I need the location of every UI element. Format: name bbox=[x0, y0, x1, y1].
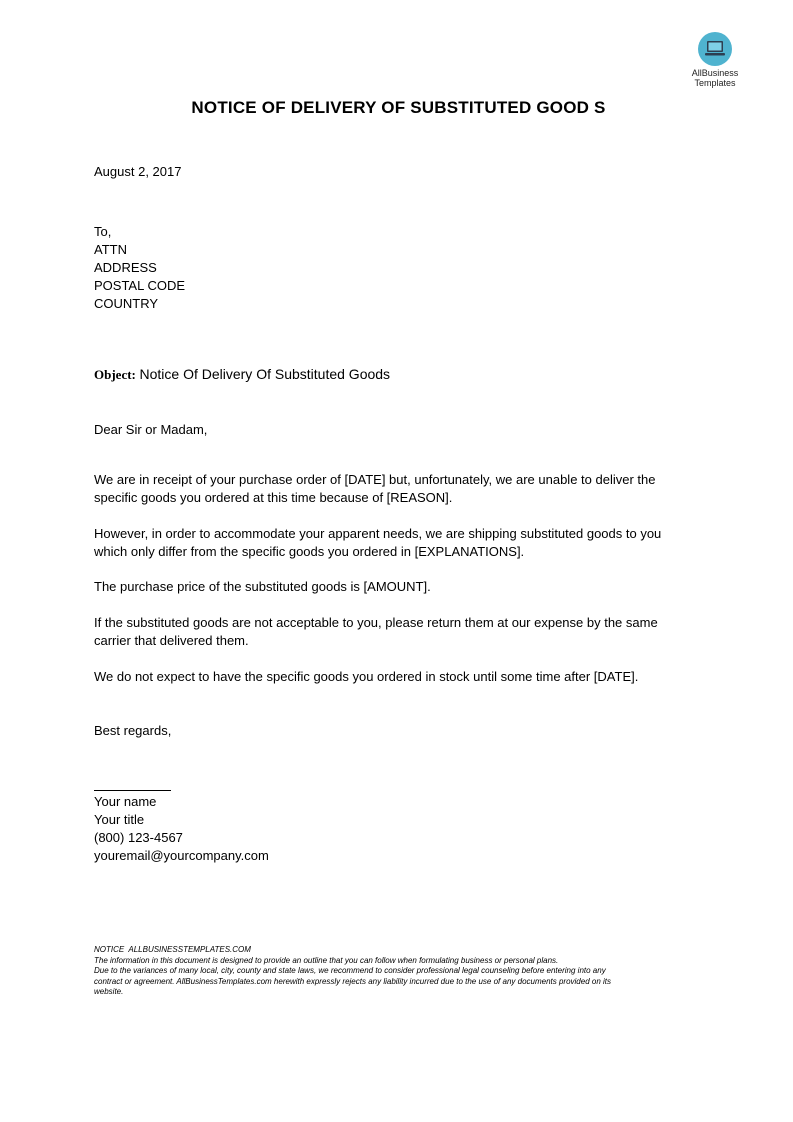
paragraph-3 bbox=[94, 578, 694, 596]
signature-line bbox=[94, 790, 171, 791]
signature-name: Your name bbox=[94, 794, 157, 809]
footer-line: NOTICE ALLBUSINESSTEMPLATES.COM bbox=[94, 945, 251, 954]
paragraph-line: carrier that delivered them. bbox=[94, 633, 249, 648]
address-line: POSTAL CODE bbox=[94, 278, 186, 293]
address-line: COUNTRY bbox=[94, 296, 159, 311]
logo-text bbox=[686, 68, 744, 88]
object-text: Notice Of Delivery Of Substituted Goods bbox=[139, 366, 391, 382]
paragraph-line: However, in order to accommodate your apparent needs, we are shipping substituted goods to you bbox=[94, 526, 662, 541]
logo-line-1: AllBusiness bbox=[691, 68, 739, 78]
disclaimer-footer bbox=[94, 945, 704, 998]
paragraph-2 bbox=[94, 525, 694, 561]
address-line: ADDRESS bbox=[94, 260, 157, 275]
address-line: ATTN bbox=[94, 242, 127, 257]
paragraph-5 bbox=[94, 668, 694, 686]
paragraph-line: We do not expect to have the specific goods you ordered in stock until some time after [DATE]. bbox=[94, 669, 639, 684]
signature-phone: (800) 123-4567 bbox=[94, 830, 183, 845]
footer-line: contract or agreement. AllBusinessTemplates.com herewith expressly rejects any liability incurred due to the use of any documents provided on its bbox=[94, 976, 611, 986]
laptop-icon bbox=[698, 32, 732, 66]
company-logo bbox=[686, 32, 744, 88]
footer-line: Due to the variances of many local, city, county and state laws, we recommend to consider professional legal counseling before entering into any bbox=[94, 966, 606, 975]
footer-line: website. bbox=[94, 987, 124, 996]
address-line: To, bbox=[94, 224, 112, 239]
logo-line-2: Templates bbox=[694, 78, 736, 88]
paragraph-line: We are in receipt of your purchase order of [DATE] but, unfortunately, we are unable to deliver the bbox=[94, 472, 656, 487]
paragraph-line: which only differ from the specific goods you ordered in [EXPLANATIONS]. bbox=[94, 544, 525, 559]
recipient-address bbox=[94, 223, 185, 313]
paragraph-line: specific goods you ordered at this time because of [REASON]. bbox=[94, 490, 453, 505]
salutation: Dear Sir or Madam, bbox=[94, 422, 208, 437]
document-title: NOTICE OF DELIVERY OF SUBSTITUTED GOOD S bbox=[191, 98, 606, 117]
object-label: Object: bbox=[94, 367, 136, 382]
closing: Best regards, bbox=[94, 723, 172, 738]
paragraph-4 bbox=[94, 614, 694, 650]
letter-date: August 2, 2017 bbox=[94, 164, 182, 179]
signature-block bbox=[94, 793, 269, 865]
paragraph-line: The purchase price of the substituted goods is [AMOUNT]. bbox=[94, 579, 431, 594]
signature-email: youremail@yourcompany.com bbox=[94, 848, 269, 863]
object-line bbox=[94, 366, 390, 383]
paragraph-1 bbox=[94, 471, 694, 507]
footer-line: The information in this document is designed to provide an outline that you can follow when formulating business or personal plans. bbox=[94, 955, 559, 965]
signature-title: Your title bbox=[94, 812, 145, 827]
paragraph-line: If the substituted goods are not acceptable to you, please return them at our expense by the same bbox=[94, 615, 658, 630]
